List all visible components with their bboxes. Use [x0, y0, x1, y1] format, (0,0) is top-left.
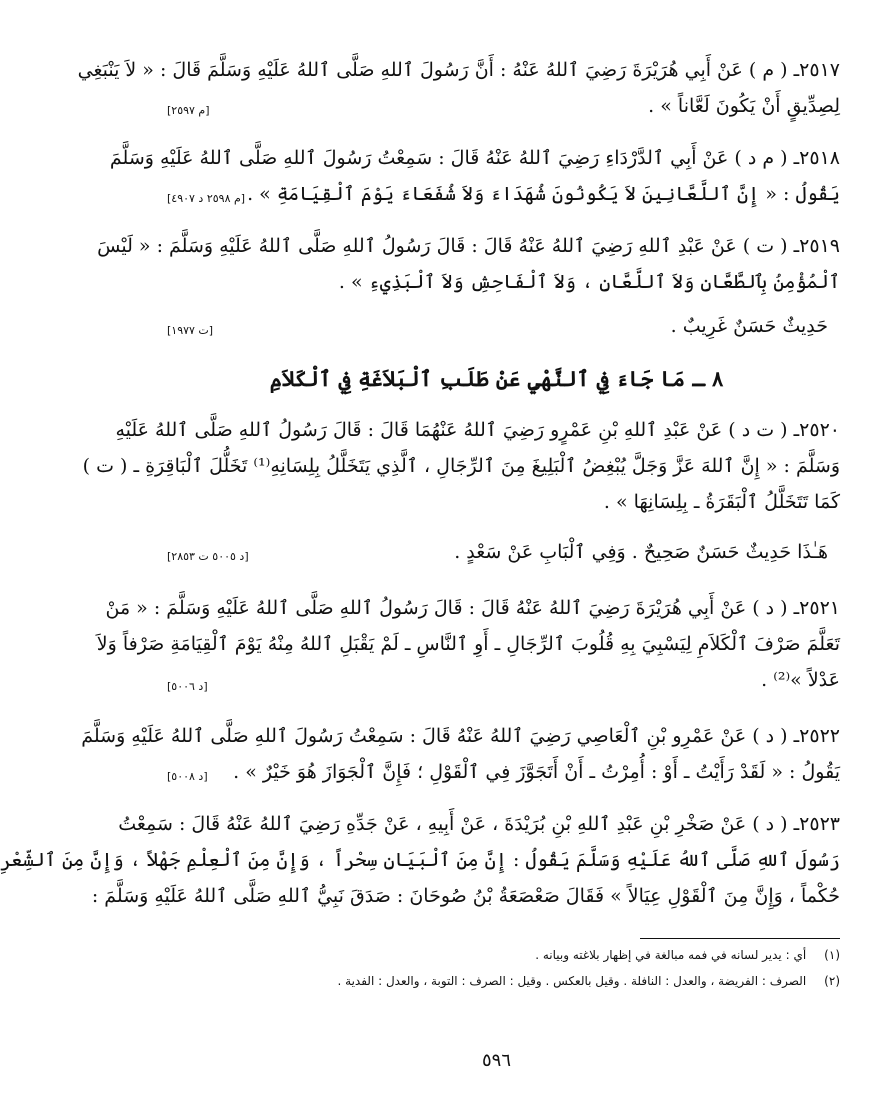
footnote-2 [167, 974, 840, 988]
hadith-line: لِصِدِّيقٍ أَنْ يَكُونَ لَعَّاناً » . [648, 95, 840, 117]
hadith-line: ٢٥٢٢ـ ( د ) عَنْ عَمْرِو بْنِ ٱلْعَاصِي رَضِيَ ٱللهُ عَنْهُ قَالَ : سَمِعْتُ رَسُولَ ٱللهِ صَلَّى ٱللهُ عَلَيْهِ وَسَلَّمَ [81, 725, 840, 747]
hadith-line: ٢٥٢١ـ ( د ) عَنْ أَبِي هُرَيْرَةَ رَضِيَ ٱللهُ عَنْهُ قَالَ : قَالَ رَسُولُ ٱللهِ صَلَّى ٱللهُ عَلَيْهِ وَسَلَّمَ : « مَنْ [105, 597, 840, 619]
source-reference: [د ٥٠٠٥ ت ٢٨٥٣] [167, 550, 249, 563]
hadith-line: عَدْلاً »⁽²⁾ . [761, 669, 840, 691]
footnote-1 [167, 948, 840, 962]
hadith-2523 [0, 810, 840, 920]
page-number: ٥٩٦ [481, 1050, 511, 1071]
hadith-line: وَسَلَّمَ : « إِنَّ ٱللهَ عَزَّ وَجَلَّ يُبْغِضُ ٱلْبَلِيغَ مِنَ ٱلرِّجَالِ ، ٱلَّذِي يَتَخَلَّلُ بِلِسَانِهِ⁽¹⁾ تَخَلُّلَ ٱلْبَاقِرَةِ ـ ( ت ) [82, 455, 840, 477]
hadith-line: حُكْماً ، وَإِنَّ مِنَ ٱلْقَوْلِ عِيَالاً » فَقَالَ صَعْصَعَةُ بْنُ صُوحَانَ : صَدَقَ نَبِيُّ ٱللهِ صَلَّى ٱللهُ عَلَيْهِ وَسَلَّمَ : [91, 885, 840, 907]
hadith-line: كَمَا تَتَخَلَّلُ ٱلْبَقَرَةُ ـ بِلِسَانِهَا » . [603, 491, 840, 513]
hadith-grading: هَـٰذَا حَدِيثٌ حَسَنٌ صَحِيحٌ . وَفِي ٱلْبَابِ عَنْ سَعْدٍ . [454, 541, 828, 563]
hadith-line: ٢٥١٧ـ ( م ) عَنْ أَبِي هُرَيْرَةَ رَضِيَ ٱللهُ عَنْهُ : أَنَّ رَسُولَ ٱللهِ صَلَّى ٱللهُ عَلَيْهِ وَسَلَّمَ قَالَ : « لاَ يَنْبَغِي [77, 59, 840, 81]
footnote-divider [640, 938, 840, 939]
hadith-line: يَقُولُ : « إِنَّ ٱللَّعَّانِينَ لاَ يَكُونُونَ شُهَدَاءَ وَلاَ شُفَعَاءَ يَوْمَ ٱلْقِيَامَةِ » . [247, 183, 840, 205]
hadith-line: ٢٥١٨ـ ( م د ) عَنْ أَبِي ٱلدَّرْدَاءِ رَضِيَ ٱللهُ عَنْهُ قَالَ : سَمِعْتُ رَسُولَ ٱللهِ صَلَّى ٱللهُ عَلَيْهِ وَسَلَّمَ [109, 147, 840, 169]
hadith-line: يَقُولُ : « لَقَدْ رَأَيْتُ ـ أَوْ : أُمِرْتُ ـ أَنْ أَتَجَوَّزَ فِي ٱلْقَوْلِ ؛ فَإِنَّ ٱلْجَوَازَ هُوَ خَيْرٌ » . [233, 761, 840, 783]
hadith-2518 [109, 144, 840, 214]
hadith-2519 [97, 232, 840, 342]
hadith-line: ٢٥٢٠ـ ( ت د ) عَنْ عَبْدِ ٱللهِ بْنِ عَمْرٍو رَضِيَ ٱللهُ عَنْهُمَا قَالَ : قَالَ رَسُولُ ٱللهِ صَلَّى ٱللهُ عَلَيْهِ [115, 419, 840, 441]
source-reference: [م ٢٥٩٨ د ٤٩٠٧] [167, 192, 246, 205]
footnote-number: (١) [824, 948, 840, 962]
hadith-2517 [77, 56, 840, 126]
source-reference: [د ٥٠٠٦] [167, 680, 208, 693]
hadith-line: ٢٥١٩ـ ( ت ) عَنْ عَبْدِ ٱللهِ رَضِيَ ٱللهُ عَنْهُ قَالَ : قَالَ رَسُولُ ٱللهِ صَلَّى ٱللهُ عَلَيْهِ وَسَلَّمَ : « لَيْسَ [97, 235, 840, 257]
hadith-2521 [96, 594, 840, 704]
hadith-grading: حَدِيثٌ حَسَنٌ غَرِيبٌ . [670, 315, 828, 337]
source-reference: [ت ١٩٧٧] [167, 324, 214, 337]
source-reference: [م ٢٥٩٧] [167, 104, 210, 117]
footnote-number: (٢) [824, 974, 840, 988]
source-reference: [د ٥٠٠٨] [167, 770, 208, 783]
hadith-line: ٱلْمُؤْمِنُ بِٱلطَّعَّانِ وَلاَ ٱللَّعَّانِ ، وَلاَ ٱلْفَاحِشِ وَلاَ ٱلْبَذِيءِ » . [338, 271, 840, 293]
footnote-text: الصرف : الفريضة ، والعدل : النافلة . وقيل بالعكس . وقيل : الصرف : التوبة ، والعدل : الفدية . [337, 974, 807, 988]
hadith-2522 [81, 722, 840, 792]
hadith-line: ٢٥٢٣ـ ( د ) عَنْ صَخْرِ بْنِ عَبْدِ ٱللهِ بْنِ بُرَيْدَةَ ، عَنْ أَبِيهِ ، عَنْ جَدِّهِ رَضِيَ ٱللهُ عَنْهُ قَالَ : سَمِعْتُ [118, 813, 840, 835]
hadith-2520 [82, 416, 840, 576]
chapter-heading: ٨ ـ مَا جَاءَ فِي ٱلنَّهْيِ عَنْ طَلَبِ ٱلْبَلاَغَةِ فِي ٱلْكَلاَمِ [269, 366, 724, 391]
hadith-line: رَسُولَ ٱللهِ صَلَّى ٱللهُ عَلَيْهِ وَسَلَّمَ يَقُولُ : إِنَّ مِنَ ٱلْبَيَانِ سِحْراً ، وَإِنَّ مِنَ ٱلْعِلْمِ جَهْلاً ، وَإِنَّ مِنَ ٱلشِّعْرِ [0, 849, 840, 871]
hadith-line: تَعَلَّمَ صَرْفَ ٱلْكَلاَمِ لِيَسْبِيَ بِهِ قُلُوبَ ٱلرِّجَالِ ـ أَوِ ٱلنَّاسِ ـ لَمْ يَقْبَلِ ٱللهُ مِنْهُ يَوْمَ ٱلْقِيَامَةِ صَرْفاً وَلاَ [96, 633, 840, 655]
footnote-text: أي : يدير لسانه في فمه مبالغة في إظهار بلاغته وبيانه . [535, 948, 807, 962]
